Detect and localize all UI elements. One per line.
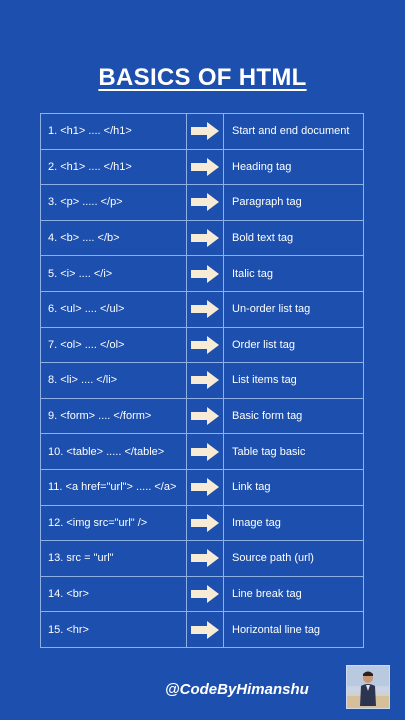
right-arrow-icon bbox=[190, 548, 220, 568]
tag-description: Horizontal line tag bbox=[224, 612, 364, 648]
arrow-cell bbox=[187, 363, 224, 399]
right-arrow-icon bbox=[190, 335, 220, 355]
tag-description: Heading tag bbox=[224, 149, 364, 185]
table-row bbox=[41, 541, 364, 577]
right-arrow-icon bbox=[190, 477, 220, 497]
tag-code: 15. <hr> bbox=[41, 612, 187, 648]
arrow-cell bbox=[187, 576, 224, 612]
tag-description: Table tag basic bbox=[224, 434, 364, 470]
arrow-cell bbox=[187, 220, 224, 256]
table-row bbox=[41, 327, 364, 363]
tag-code: 1. <h1> .... </h1> bbox=[41, 114, 187, 150]
table-row bbox=[41, 256, 364, 292]
tag-code: 4. <b> .... </b> bbox=[41, 220, 187, 256]
tag-code: 2. <h1> .... </h1> bbox=[41, 149, 187, 185]
right-arrow-icon bbox=[190, 228, 220, 248]
right-arrow-icon bbox=[190, 370, 220, 390]
tag-description: Link tag bbox=[224, 469, 364, 505]
arrow-cell bbox=[187, 434, 224, 470]
table-row bbox=[41, 469, 364, 505]
page-title: BASICS OF HTML bbox=[98, 64, 307, 91]
right-arrow-icon bbox=[190, 584, 220, 604]
tag-code: 9. <form> .... </form> bbox=[41, 398, 187, 434]
tag-description: Paragraph tag bbox=[224, 185, 364, 221]
arrow-cell bbox=[187, 398, 224, 434]
arrow-cell bbox=[187, 185, 224, 221]
avatar bbox=[346, 665, 390, 709]
tag-code: 5. <i> .... </i> bbox=[41, 256, 187, 292]
person-photo-icon bbox=[347, 666, 389, 708]
table-row bbox=[41, 185, 364, 221]
html-tags-table bbox=[40, 113, 364, 648]
tag-description: Italic tag bbox=[224, 256, 364, 292]
table-row bbox=[41, 505, 364, 541]
arrow-cell bbox=[187, 114, 224, 150]
right-arrow-icon bbox=[190, 513, 220, 533]
tag-code: 11. <a href="url"> ..... </a> bbox=[41, 469, 187, 505]
right-arrow-icon bbox=[190, 192, 220, 212]
table-row bbox=[41, 434, 364, 470]
table-row bbox=[41, 114, 364, 150]
arrow-cell bbox=[187, 149, 224, 185]
table-row bbox=[41, 363, 364, 399]
right-arrow-icon bbox=[190, 157, 220, 177]
tag-code: 7. <ol> .... </ol> bbox=[41, 327, 187, 363]
tag-description: Order list tag bbox=[224, 327, 364, 363]
table-row bbox=[41, 220, 364, 256]
tag-description: Image tag bbox=[224, 505, 364, 541]
arrow-cell bbox=[187, 541, 224, 577]
arrow-cell bbox=[187, 469, 224, 505]
tag-description: Bold text tag bbox=[224, 220, 364, 256]
right-arrow-icon bbox=[190, 264, 220, 284]
table-row bbox=[41, 149, 364, 185]
arrow-cell bbox=[187, 291, 224, 327]
author-handle: @CodeByHimanshu bbox=[165, 681, 309, 698]
tag-description: Basic form tag bbox=[224, 398, 364, 434]
right-arrow-icon bbox=[190, 406, 220, 426]
tag-code: 13. src = "url" bbox=[41, 541, 187, 577]
table-row bbox=[41, 576, 364, 612]
tag-code: 6. <ul> .... </ul> bbox=[41, 291, 187, 327]
table-row bbox=[41, 398, 364, 434]
tag-code: 10. <table> ..... </table> bbox=[41, 434, 187, 470]
tag-description: List items tag bbox=[224, 363, 364, 399]
table-row bbox=[41, 291, 364, 327]
tag-code: 8. <li> .... </li> bbox=[41, 363, 187, 399]
arrow-cell bbox=[187, 256, 224, 292]
right-arrow-icon bbox=[190, 442, 220, 462]
right-arrow-icon bbox=[190, 299, 220, 319]
tag-code: 3. <p> ..... </p> bbox=[41, 185, 187, 221]
tag-description: Source path (url) bbox=[224, 541, 364, 577]
tag-description: Start and end document bbox=[224, 114, 364, 150]
tag-code: 12. <img src="url" /> bbox=[41, 505, 187, 541]
table-row bbox=[41, 612, 364, 648]
right-arrow-icon bbox=[190, 121, 220, 141]
tag-description: Line break tag bbox=[224, 576, 364, 612]
tag-description: Un-order list tag bbox=[224, 291, 364, 327]
tag-code: 14. <br> bbox=[41, 576, 187, 612]
arrow-cell bbox=[187, 327, 224, 363]
right-arrow-icon bbox=[190, 620, 220, 640]
arrow-cell bbox=[187, 505, 224, 541]
arrow-cell bbox=[187, 612, 224, 648]
